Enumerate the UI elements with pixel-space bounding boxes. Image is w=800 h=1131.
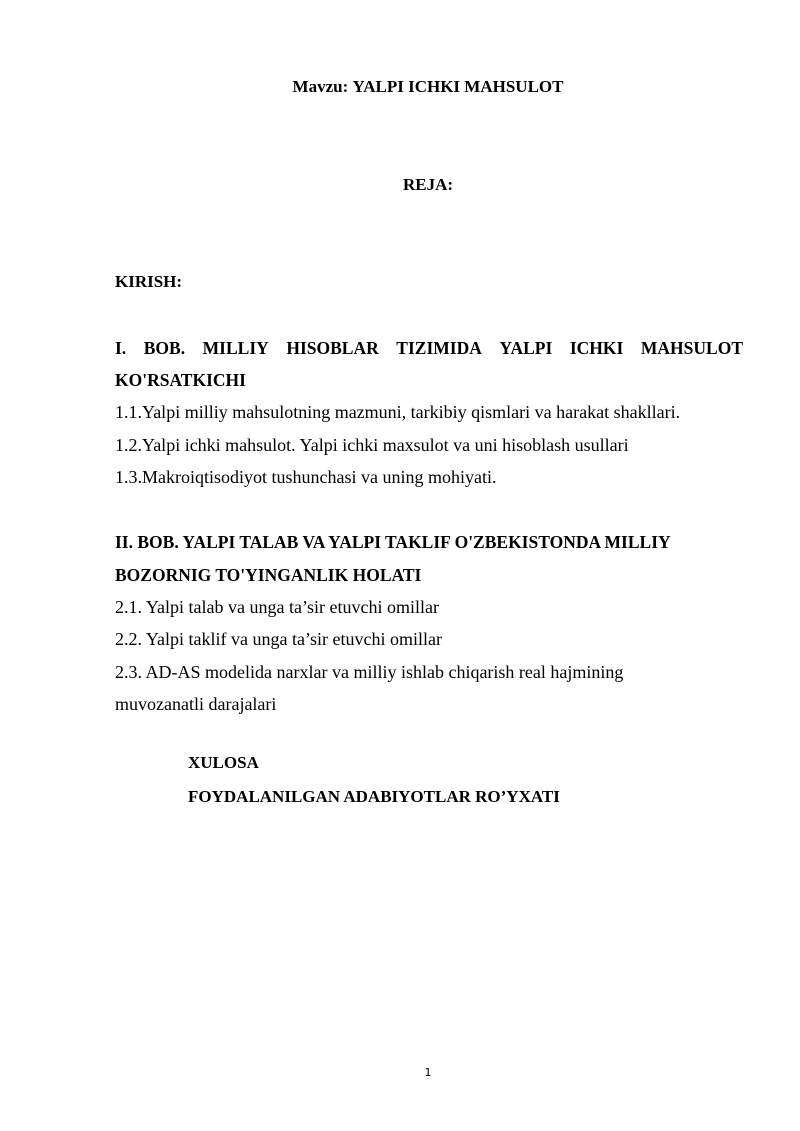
chapter2-item: 2.2. Yalpi taklif va unga ta’sir etuvchi omillar [115, 629, 442, 649]
chapter1-title-word: HISOBLAR [286, 338, 379, 358]
chapter1-item: 1.1.Yalpi milliy mahsulotning mazmuni, tarkibiy qismlari va harakat shakllari. [115, 402, 681, 422]
chapter1-title-word: TIZIMIDA [396, 338, 482, 358]
chapter1-title-word: MAHSULOT [640, 338, 743, 358]
chapter2-item: 2.3. AD-AS modelida narxlar va milliy ishlab chiqarish real hajmining [115, 662, 624, 682]
chapter1-title-word: MILLIY [202, 338, 269, 358]
chapter1-item: 1.2.Yalpi ichki mahsulot. Yalpi ichki maxsulot va uni hisoblash usullari [115, 435, 629, 455]
chapter2-title-line1: II. BOB. YALPI TALAB VA YALPI TAKLIF O'ZBEKISTONDA MILLIY [115, 532, 671, 552]
chapter2-title-line2: BOZORNIG TO'YINGANLIK HOLATI [115, 565, 422, 585]
chapter1-item: 1.3.Makroiqtisodiyot tushunchasi va uning mohiyati. [115, 467, 497, 487]
topic-title: YALPI ICHKI MAHSULOT [352, 77, 564, 96]
chapter2-item: 2.1. Yalpi talab va unga ta’sir etuvchi omillar [115, 597, 439, 617]
introduction-heading: KIRISH: [115, 272, 183, 291]
chapter2-item: muvozanatli darajalari [115, 694, 277, 714]
references-heading: FOYDALANILGAN ADABIYOTLAR RO’YXATI [188, 787, 560, 806]
chapter1-title-word: YALPI [499, 338, 553, 358]
chapter1-title-word: BOB. [143, 338, 186, 358]
plan-heading: REJA: [402, 175, 454, 194]
chapter1-title-word: ICHKI [569, 338, 624, 358]
chapter1-title-word: I. [115, 338, 127, 358]
conclusion-heading: XULOSA [188, 753, 259, 772]
chapter1-title-line2: KO'RSATKICHI [115, 370, 246, 390]
page-number: 1 [424, 1066, 432, 1079]
chapter1-title-line1 [115, 337, 743, 359]
topic-label: Mavzu: [292, 77, 349, 96]
topic-heading [0, 76, 800, 98]
